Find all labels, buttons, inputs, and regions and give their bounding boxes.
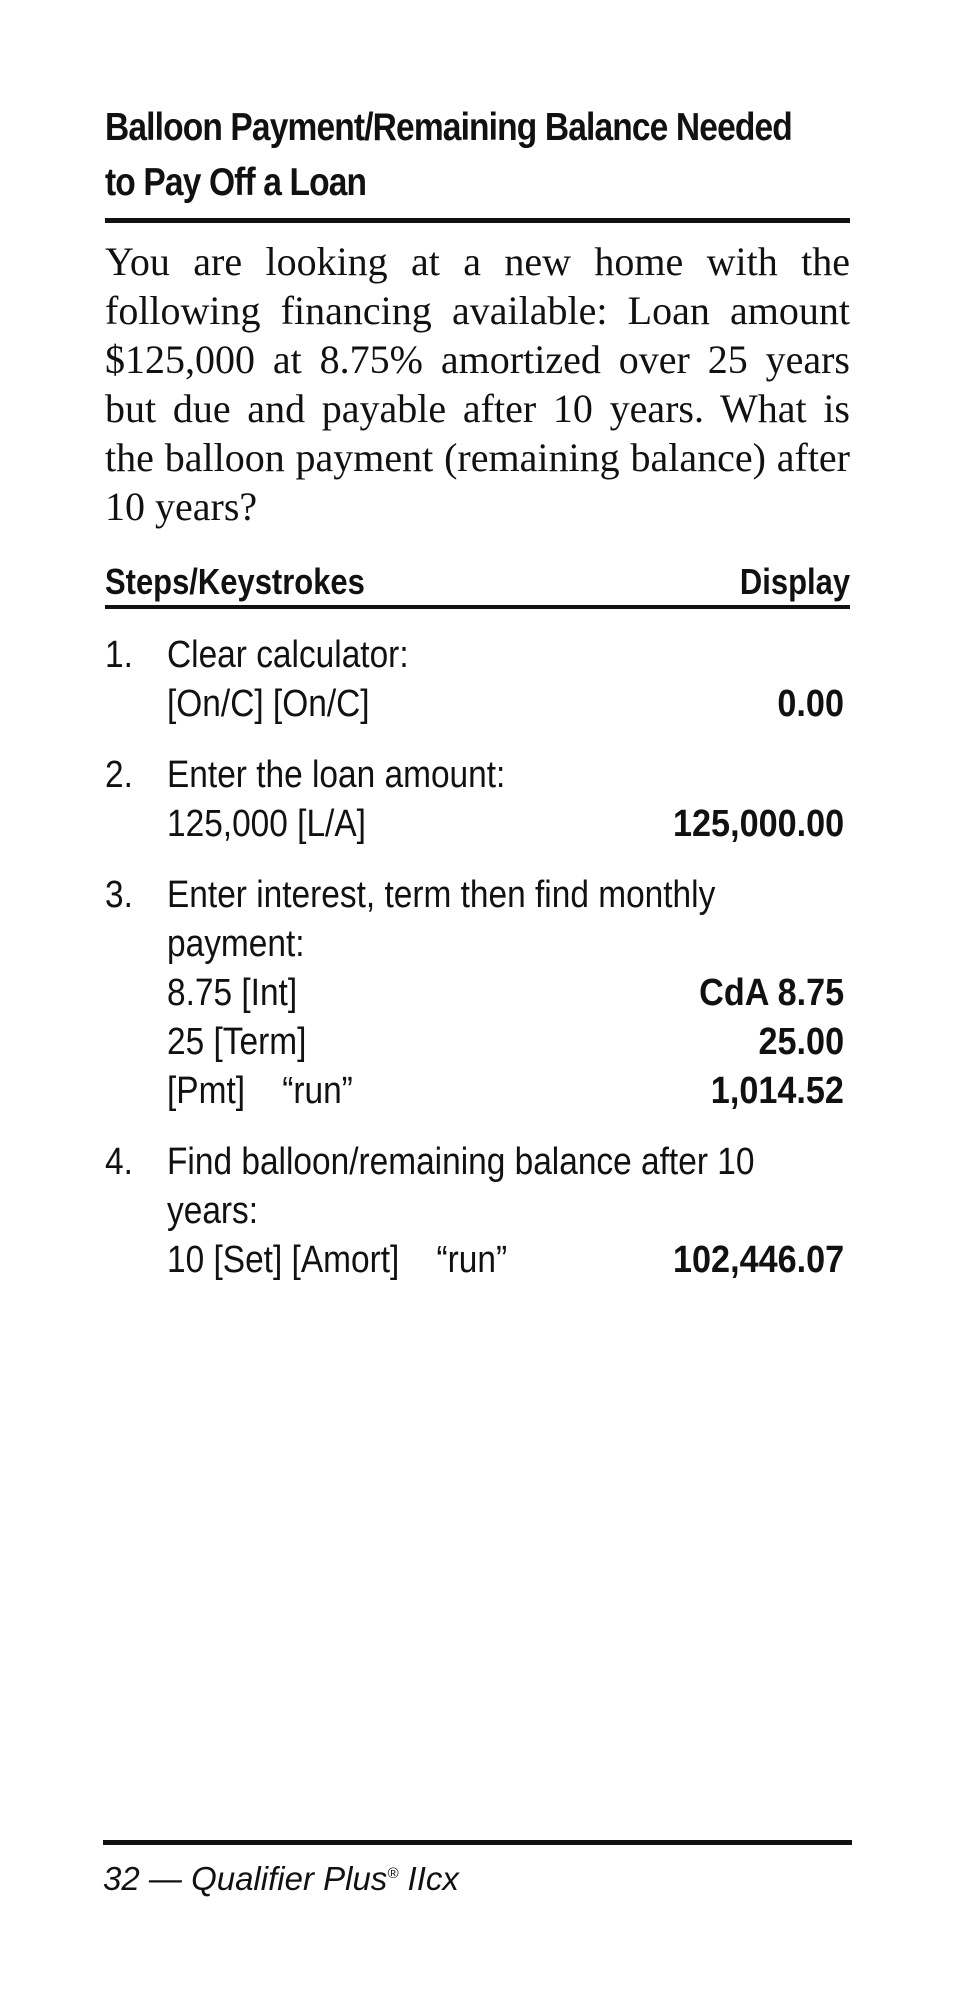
display-value: 125,000.00 — [672, 803, 844, 845]
display-value: 0.00 — [777, 683, 844, 725]
step-number: 1. — [105, 634, 133, 676]
display-value: CdA 8.75 — [698, 972, 844, 1014]
keystrokes: 25 [Term] — [167, 1021, 307, 1063]
keystroke-row — [167, 1236, 850, 1285]
footer-dash: — — [148, 1860, 182, 1897]
steps-list — [105, 631, 850, 1285]
step-number: 2. — [105, 754, 133, 796]
keystrokes: [Pmt] “run” — [167, 1070, 353, 1112]
step-1 — [105, 631, 850, 729]
manual-page — [105, 100, 850, 1307]
keystrokes: 10 [Set] [Amort] “run” — [167, 1239, 508, 1281]
product-name: Qualifier Plus — [191, 1860, 388, 1897]
steps-header — [105, 559, 850, 609]
keystroke-row — [167, 1067, 850, 1116]
display-value: 102,446.07 — [672, 1239, 844, 1281]
page-title — [105, 100, 850, 210]
product-model: IIcx — [407, 1860, 459, 1897]
step-3 — [105, 871, 850, 1116]
keystroke-row — [167, 969, 850, 1018]
title-line-2: to Pay Off a Loan — [105, 161, 367, 204]
step-description: Find balloon/remaining balance after 10 years: — [167, 1141, 755, 1232]
page-number: 32 — [103, 1860, 140, 1897]
step-number: 3. — [105, 874, 133, 916]
display-value: 25.00 — [758, 1021, 844, 1063]
display-value: 1,014.52 — [710, 1070, 844, 1112]
step-description: Clear calculator: — [167, 634, 409, 676]
step-description: Enter the loan amount: — [167, 754, 506, 796]
keystroke-row — [167, 680, 850, 729]
steps-column-header: Steps/Keystrokes — [105, 561, 365, 602]
keystrokes: 125,000 [L/A] — [167, 803, 366, 845]
display-column-header: Display — [739, 561, 850, 602]
keystrokes: [On/C] [On/C] — [167, 683, 370, 725]
step-4 — [105, 1138, 850, 1285]
step-description: Enter interest, term then find monthly payment: — [167, 874, 716, 965]
intro-paragraph: You are looking at a new home with the following financing available: Loan amount $125,000 at 8.75% amortized over 25 years but due and payable after 10 years. What is the balloon payment (remaining balance) after 10 years? — [105, 239, 850, 529]
title-line-1: Balloon Payment/Remaining Balance Needed — [105, 106, 792, 149]
title-rule — [105, 218, 850, 223]
keystroke-row — [167, 800, 850, 849]
page-footer — [103, 1852, 459, 1901]
keystrokes: 8.75 [Int] — [167, 972, 298, 1014]
registered-mark: ® — [387, 1865, 399, 1882]
keystroke-row — [167, 1018, 850, 1067]
footer-rule — [103, 1840, 852, 1845]
step-number: 4. — [105, 1141, 133, 1183]
step-2 — [105, 751, 850, 849]
